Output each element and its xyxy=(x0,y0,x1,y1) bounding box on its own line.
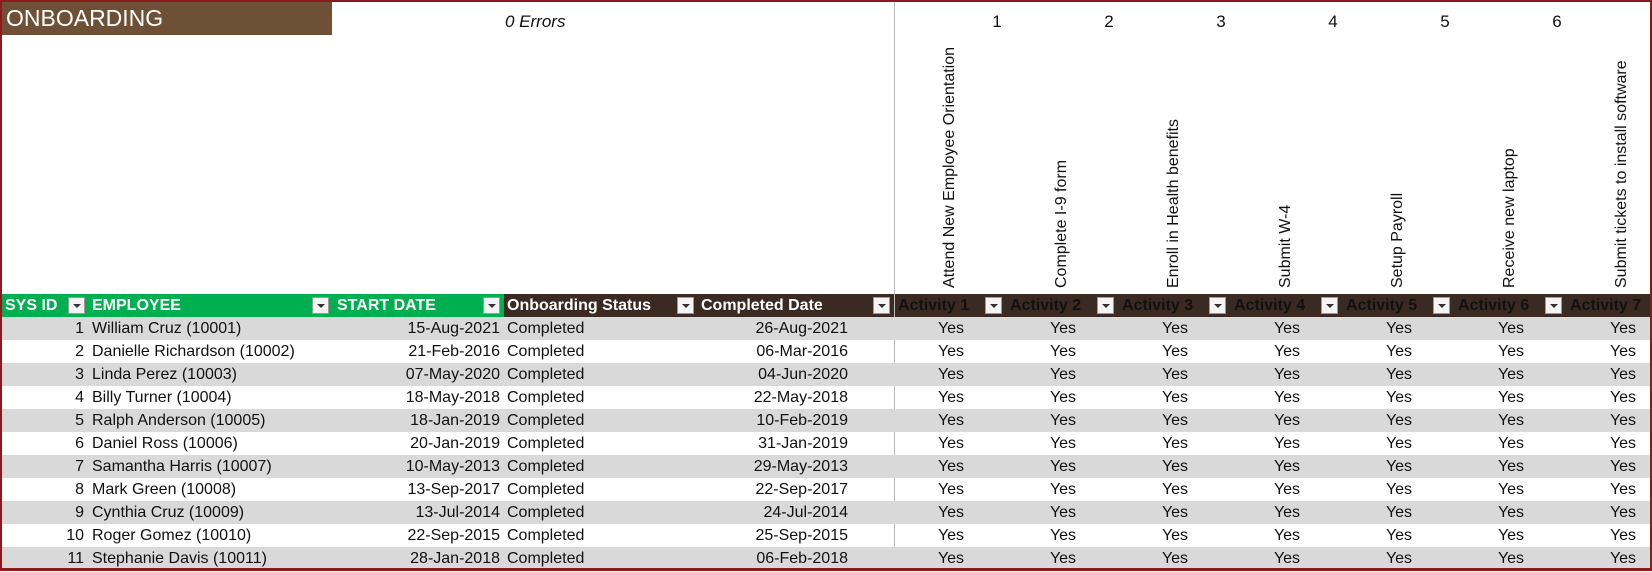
cell-activity-7[interactable]: Yes xyxy=(1609,504,1637,521)
cell-activity-4[interactable]: Yes xyxy=(1273,527,1301,544)
column-header-employee[interactable]: EMPLOYEE xyxy=(89,294,334,317)
table-row[interactable] xyxy=(2,340,1650,363)
column-header-sys-id[interactable]: SYS ID xyxy=(2,294,89,317)
cell-onboarding-status[interactable]: Completed xyxy=(507,412,585,429)
cell-activity-2[interactable]: Yes xyxy=(1049,320,1077,337)
filter-dropdown-icon[interactable] xyxy=(68,297,85,314)
cell-employee[interactable]: Ralph Anderson (10005) xyxy=(92,412,266,429)
table-row[interactable] xyxy=(2,363,1650,386)
cell-activity-2[interactable]: Yes xyxy=(1049,412,1077,429)
cell-activity-6[interactable]: Yes xyxy=(1497,550,1525,567)
filter-dropdown-icon[interactable] xyxy=(312,297,329,314)
activity-number: 5 xyxy=(1440,12,1450,31)
activity-label: Submit tickets to install software xyxy=(1613,60,1630,288)
cell-start-date[interactable]: 28-Jan-2018 xyxy=(410,550,500,567)
table-row[interactable] xyxy=(2,455,1650,478)
cell-activity-2[interactable]: Yes xyxy=(1049,527,1077,544)
cell-completed-date[interactable]: 04-Jun-2020 xyxy=(758,366,848,383)
cell-activity-7[interactable]: Yes xyxy=(1609,320,1637,337)
cell-onboarding-status[interactable]: Completed xyxy=(507,389,585,406)
cell-start-date[interactable]: 10-May-2013 xyxy=(405,458,500,475)
cell-activity-1[interactable]: Yes xyxy=(937,458,965,475)
cell-activity-5[interactable]: Yes xyxy=(1385,366,1413,383)
cell-sys-id[interactable]: 7 xyxy=(75,458,84,475)
cell-activity-2[interactable]: Yes xyxy=(1049,550,1077,567)
table-row[interactable] xyxy=(2,501,1650,524)
cell-employee[interactable]: Samantha Harris (10007) xyxy=(92,458,272,475)
cell-employee[interactable]: Danielle Richardson (10002) xyxy=(92,343,295,360)
cell-onboarding-status[interactable]: Completed xyxy=(507,481,585,498)
sheet-title: ONBOARDING xyxy=(2,2,332,35)
cell-employee[interactable]: William Cruz (10001) xyxy=(92,320,242,337)
cell-completed-date[interactable]: 22-May-2018 xyxy=(753,389,848,406)
cell-onboarding-status[interactable]: Completed xyxy=(507,504,585,521)
cell-activity-3[interactable]: Yes xyxy=(1161,343,1189,360)
cell-employee[interactable]: Linda Perez (10003) xyxy=(92,366,237,383)
cell-activity-7[interactable]: Yes xyxy=(1609,343,1637,360)
cell-activity-1[interactable]: Yes xyxy=(937,481,965,498)
cell-activity-5[interactable]: Yes xyxy=(1385,320,1413,337)
activity-number: 3 xyxy=(1216,12,1226,31)
cell-sys-id[interactable]: 11 xyxy=(67,550,84,567)
filter-dropdown-icon[interactable] xyxy=(1209,297,1226,314)
activity-number: 2 xyxy=(1104,12,1114,31)
cell-activity-4[interactable]: Yes xyxy=(1273,366,1301,383)
cell-employee[interactable]: Mark Green (10008) xyxy=(92,481,237,498)
cell-activity-3[interactable]: Yes xyxy=(1161,504,1189,521)
cell-activity-4[interactable]: Yes xyxy=(1273,504,1301,521)
errors-count: 0 Errors xyxy=(505,12,566,31)
cell-sys-id[interactable]: 3 xyxy=(75,366,84,383)
cell-activity-5[interactable]: Yes xyxy=(1385,504,1413,521)
column-header-activity-4[interactable]: Activity 4 xyxy=(1231,294,1343,317)
filter-dropdown-icon[interactable] xyxy=(985,297,1002,314)
cell-onboarding-status[interactable]: Completed xyxy=(507,435,585,452)
cell-onboarding-status[interactable]: Completed xyxy=(507,320,585,337)
cell-activity-3[interactable]: Yes xyxy=(1161,389,1189,406)
cell-start-date[interactable]: 21-Feb-2016 xyxy=(408,343,500,360)
cell-activity-4[interactable]: Yes xyxy=(1273,550,1301,567)
cell-activity-6[interactable]: Yes xyxy=(1497,481,1525,498)
cell-employee[interactable]: Daniel Ross (10006) xyxy=(92,435,238,452)
column-header-completed-date[interactable]: Completed Date xyxy=(698,294,894,317)
cell-activity-6[interactable]: Yes xyxy=(1497,504,1525,521)
cell-sys-id[interactable]: 9 xyxy=(75,504,84,521)
cell-activity-6[interactable]: Yes xyxy=(1497,527,1525,544)
activity-number: 6 xyxy=(1552,12,1562,31)
cell-employee[interactable]: Cynthia Cruz (10009) xyxy=(92,504,245,521)
cell-completed-date[interactable]: 29-May-2013 xyxy=(753,458,848,475)
filter-dropdown-icon[interactable] xyxy=(1545,297,1562,314)
cell-activity-1[interactable]: Yes xyxy=(937,366,965,383)
table-row[interactable] xyxy=(2,409,1650,432)
activity-number: 1 xyxy=(992,12,1002,31)
column-header-onboarding-status[interactable]: Onboarding Status xyxy=(504,294,698,317)
cell-activity-2[interactable]: Yes xyxy=(1049,389,1077,406)
cell-activity-4[interactable]: Yes xyxy=(1273,412,1301,429)
cell-activity-2[interactable]: Yes xyxy=(1049,458,1077,475)
cell-onboarding-status[interactable]: Completed xyxy=(507,343,585,360)
cell-activity-1[interactable]: Yes xyxy=(937,550,965,567)
column-header-activity-3[interactable]: Activity 3 xyxy=(1119,294,1231,317)
cell-completed-date[interactable]: 22-Sep-2017 xyxy=(755,481,848,498)
cell-activity-5[interactable]: Yes xyxy=(1385,481,1413,498)
cell-completed-date[interactable]: 06-Feb-2018 xyxy=(756,550,848,567)
cell-activity-1[interactable]: Yes xyxy=(937,435,965,452)
cell-onboarding-status[interactable]: Completed xyxy=(507,458,585,475)
cell-employee[interactable]: Roger Gomez (10010) xyxy=(92,527,252,544)
cell-activity-4[interactable]: Yes xyxy=(1273,389,1301,406)
cell-activity-3[interactable]: Yes xyxy=(1161,458,1189,475)
filter-dropdown-icon[interactable] xyxy=(873,297,890,314)
cell-sys-id[interactable]: 6 xyxy=(75,435,84,452)
cell-activity-1[interactable]: Yes xyxy=(937,389,965,406)
table-row[interactable] xyxy=(2,547,1650,570)
cell-activity-7[interactable]: Yes xyxy=(1609,527,1637,544)
cell-sys-id[interactable]: 1 xyxy=(75,320,84,337)
table-row[interactable] xyxy=(2,432,1650,455)
cell-completed-date[interactable]: 31-Jan-2019 xyxy=(758,435,848,452)
cell-activity-7[interactable]: Yes xyxy=(1609,389,1637,406)
cell-activity-1[interactable]: Yes xyxy=(937,504,965,521)
activity-number: 4 xyxy=(1328,12,1338,31)
column-header-activity-5[interactable]: Activity 5 xyxy=(1343,294,1455,317)
cell-activity-7[interactable]: Yes xyxy=(1609,412,1637,429)
cell-onboarding-status[interactable]: Completed xyxy=(507,527,585,544)
cell-activity-4[interactable]: Yes xyxy=(1273,481,1301,498)
cell-start-date[interactable]: 13-Sep-2017 xyxy=(407,481,500,498)
cell-completed-date[interactable]: 10-Feb-2019 xyxy=(756,412,848,429)
cell-employee[interactable]: Stephanie Davis (10011) xyxy=(92,550,267,567)
cell-activity-5[interactable]: Yes xyxy=(1385,527,1413,544)
cell-activity-7[interactable]: Yes xyxy=(1609,366,1637,383)
cell-completed-date[interactable]: 25-Sep-2015 xyxy=(755,527,848,544)
column-header-activity-6[interactable]: Activity 6 xyxy=(1455,294,1567,317)
cell-activity-3[interactable]: Yes xyxy=(1161,435,1189,452)
filter-dropdown-icon[interactable] xyxy=(1321,297,1338,314)
cell-activity-6[interactable]: Yes xyxy=(1497,412,1525,429)
cell-activity-2[interactable]: Yes xyxy=(1049,504,1077,521)
cell-activity-2[interactable]: Yes xyxy=(1049,343,1077,360)
column-header-activity-2[interactable]: Activity 2 xyxy=(1007,294,1119,317)
cell-activity-2[interactable]: Yes xyxy=(1049,366,1077,383)
cell-activity-5[interactable]: Yes xyxy=(1385,458,1413,475)
cell-activity-3[interactable]: Yes xyxy=(1161,527,1189,544)
column-header-activity-7[interactable]: Activity 7 xyxy=(1567,294,1650,317)
cell-activity-2[interactable]: Yes xyxy=(1049,435,1077,452)
table-body xyxy=(2,317,1650,570)
cell-activity-5[interactable]: Yes xyxy=(1385,389,1413,406)
cell-activity-6[interactable]: Yes xyxy=(1497,458,1525,475)
cell-completed-date[interactable]: 26-Aug-2021 xyxy=(755,320,848,337)
cell-activity-7[interactable]: Yes xyxy=(1609,458,1637,475)
cell-activity-5[interactable]: Yes xyxy=(1385,343,1413,360)
activity-label: Attend New Employee Orientation xyxy=(941,46,958,288)
cell-activity-6[interactable]: Yes xyxy=(1497,320,1525,337)
cell-activity-7[interactable]: Yes xyxy=(1609,550,1637,567)
cell-activity-3[interactable]: Yes xyxy=(1161,412,1189,429)
table-row[interactable] xyxy=(2,317,1650,340)
cell-activity-1[interactable]: Yes xyxy=(937,320,965,337)
cell-activity-5[interactable]: Yes xyxy=(1385,412,1413,429)
cell-employee[interactable]: Billy Turner (10004) xyxy=(92,389,232,406)
cell-onboarding-status[interactable]: Completed xyxy=(507,366,585,383)
table-row[interactable] xyxy=(2,386,1650,409)
cell-activity-6[interactable]: Yes xyxy=(1497,389,1525,406)
cell-start-date[interactable]: 18-May-2018 xyxy=(405,389,500,406)
cell-sys-id[interactable]: 8 xyxy=(75,481,84,498)
filter-dropdown-icon[interactable] xyxy=(1097,297,1114,314)
cell-start-date[interactable]: 13-Jul-2014 xyxy=(415,504,500,521)
cell-activity-7[interactable]: Yes xyxy=(1609,435,1637,452)
cell-sys-id[interactable]: 10 xyxy=(66,527,84,544)
cell-activity-6[interactable]: Yes xyxy=(1497,366,1525,383)
filter-dropdown-icon[interactable] xyxy=(1433,297,1450,314)
cell-sys-id[interactable]: 4 xyxy=(75,389,84,406)
cell-start-date[interactable]: 22-Sep-2015 xyxy=(407,527,500,544)
cell-activity-3[interactable]: Yes xyxy=(1161,366,1189,383)
activity-label: Setup Payroll xyxy=(1389,192,1406,288)
cell-activity-5[interactable]: Yes xyxy=(1385,435,1413,452)
cell-activity-1[interactable]: Yes xyxy=(937,527,965,544)
cell-activity-4[interactable]: Yes xyxy=(1273,435,1301,452)
cell-completed-date[interactable]: 06-Mar-2016 xyxy=(756,343,848,360)
cell-activity-3[interactable]: Yes xyxy=(1161,481,1189,498)
cell-start-date[interactable]: 20-Jan-2019 xyxy=(410,435,500,452)
cell-start-date[interactable]: 15-Aug-2021 xyxy=(407,320,500,337)
table-row[interactable] xyxy=(2,524,1650,547)
filter-dropdown-icon[interactable] xyxy=(677,297,694,314)
cell-activity-1[interactable]: Yes xyxy=(937,343,965,360)
cell-activity-2[interactable]: Yes xyxy=(1049,481,1077,498)
cell-sys-id[interactable]: 5 xyxy=(75,412,84,429)
cell-onboarding-status[interactable]: Completed xyxy=(507,550,585,567)
activity-label: Receive new laptop xyxy=(1501,148,1518,288)
cell-activity-4[interactable]: Yes xyxy=(1273,320,1301,337)
column-header-activity-1[interactable]: Activity 1 xyxy=(895,294,1007,317)
cell-activity-4[interactable]: Yes xyxy=(1273,343,1301,360)
cell-activity-3[interactable]: Yes xyxy=(1161,550,1189,567)
cell-activity-3[interactable]: Yes xyxy=(1161,320,1189,337)
activity-label: Submit W-4 xyxy=(1277,204,1294,288)
cell-activity-7[interactable]: Yes xyxy=(1609,481,1637,498)
cell-activity-4[interactable]: Yes xyxy=(1273,458,1301,475)
activity-label: Enroll in Health benefits xyxy=(1165,119,1182,288)
cell-activity-5[interactable]: Yes xyxy=(1385,550,1413,567)
cell-activity-6[interactable]: Yes xyxy=(1497,435,1525,452)
activity-label: Complete I-9 form xyxy=(1053,159,1070,288)
column-header-start-date[interactable]: START DATE xyxy=(334,294,504,317)
table-row[interactable] xyxy=(2,478,1650,501)
cell-activity-6[interactable]: Yes xyxy=(1497,343,1525,360)
cell-start-date[interactable]: 18-Jan-2019 xyxy=(410,412,500,429)
filter-dropdown-icon[interactable] xyxy=(483,297,500,314)
cell-activity-1[interactable]: Yes xyxy=(937,412,965,429)
cell-sys-id[interactable]: 2 xyxy=(75,343,84,360)
cell-start-date[interactable]: 07-May-2020 xyxy=(405,366,500,383)
cell-completed-date[interactable]: 24-Jul-2014 xyxy=(763,504,848,521)
